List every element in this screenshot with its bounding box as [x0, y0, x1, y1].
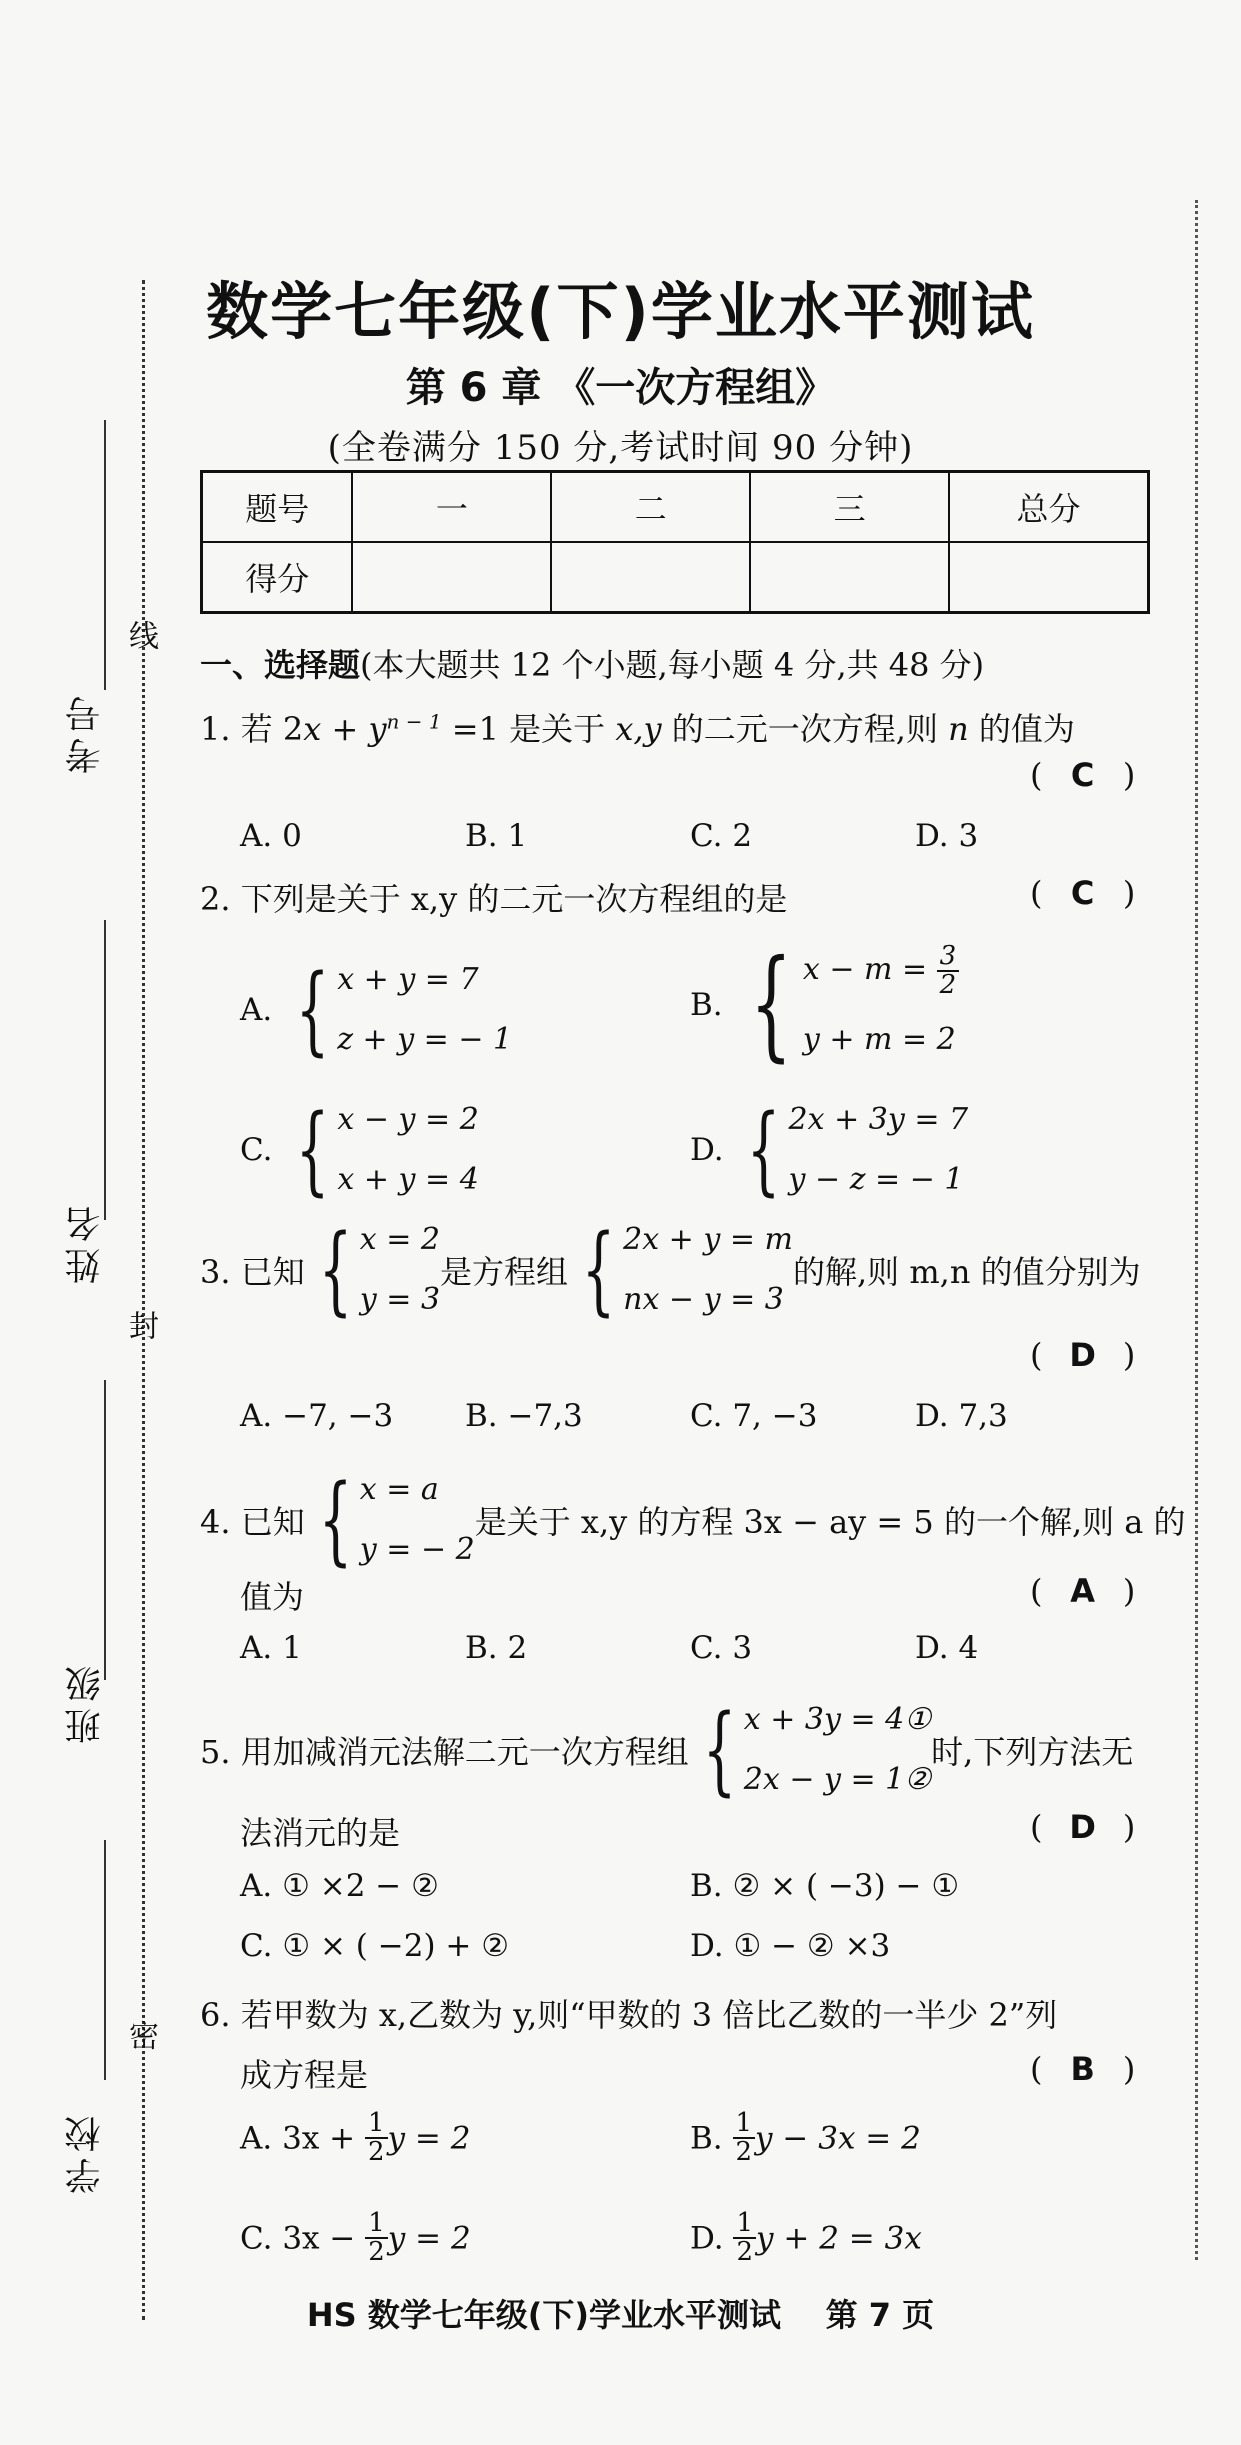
q3-text-3: 的解,则 m,n 的值分别为	[792, 1253, 1141, 1291]
seal-line-char: 线	[123, 620, 158, 650]
section-title: 一、选择题	[200, 646, 361, 684]
q6-c-pre: C. 3x −	[240, 2220, 366, 2257]
q1-text-2: =1 是关于	[441, 710, 616, 748]
section-note: (本大题共 12 个小题,每小题 4 分,共 48 分)	[360, 646, 985, 684]
score-row-label: 得分	[202, 542, 353, 613]
q3-answer: ( D )	[1030, 1336, 1136, 1374]
q6-b-pre: B.	[690, 2120, 733, 2157]
q6-option-c	[240, 2210, 471, 2267]
brace-icon: {	[296, 1094, 330, 1206]
question-1	[200, 704, 1075, 750]
q6-answer: ( B )	[1030, 2050, 1136, 2088]
q2-option-b	[690, 935, 959, 1075]
q1-vars: x,y	[615, 710, 662, 748]
brace-icon: {	[295, 954, 330, 1066]
q1-answer: ( C )	[1030, 756, 1136, 794]
page-footer: HS 数学七年级(下)学业水平测试 第 7 页	[306, 2296, 935, 2334]
q5-text-3: 法消元的是	[240, 1814, 401, 1852]
q6-d-post: y + 2 = 3x	[756, 2220, 922, 2257]
q5-eq1: x + 3y = 4①	[743, 1702, 932, 1737]
chapter-title: 第 6 章 《一次方程组》	[405, 365, 836, 411]
question-4	[200, 1460, 1186, 1580]
q2-c-label: C.	[240, 1132, 273, 1168]
right-dotted-line	[1195, 200, 1198, 2260]
q6-answer-value: B	[1070, 2050, 1095, 2088]
brace-icon: {	[747, 1094, 781, 1206]
brace-icon: {	[318, 1214, 353, 1326]
school-label: 学校	[65, 2110, 106, 2194]
frac-den: 2	[736, 2237, 754, 2268]
brace-icon: {	[702, 1694, 737, 1806]
q2-d-label: D.	[690, 1132, 724, 1168]
frac-den: 2	[735, 2137, 753, 2168]
q2-a-eq1: x + y = 7	[337, 962, 479, 997]
q4-sol2: y = − 2	[359, 1532, 475, 1567]
q5-option-d: D. ① − ② ×3	[690, 1928, 891, 1964]
q2-b-eq2: y + m = 2	[802, 1022, 956, 1057]
frac-num: 1	[365, 2110, 388, 2139]
q3-sol1: x = 2	[359, 1222, 441, 1257]
q1-var-x: x	[303, 710, 322, 748]
q5-text-2: 时,下列方法无	[931, 1733, 1134, 1771]
q2-b-fraction	[937, 940, 960, 1000]
q6-b-post: y − 3x = 2	[755, 2120, 921, 2157]
question-5	[200, 1690, 1133, 1810]
q6-c-fraction	[365, 2210, 388, 2267]
binding-dotted-line	[142, 280, 145, 2320]
section-heading	[200, 640, 984, 686]
seal-seal-char: 封	[123, 1310, 158, 1340]
q6-a-pre: A. 3x +	[240, 2120, 365, 2157]
score-head-part3: 三	[750, 472, 949, 543]
q6-option-d	[690, 2210, 922, 2267]
score-table	[200, 470, 1150, 614]
q4-answer-value: A	[1070, 1572, 1096, 1610]
q6-a-fraction	[365, 2110, 388, 2167]
brace-icon: {	[749, 935, 792, 1074]
q4-text-3: 值为	[240, 1578, 305, 1616]
q1-text-3: 的二元一次方程,则	[661, 710, 949, 748]
q1-answer-value: C	[1070, 756, 1095, 794]
q2-d-eq2: y − z = − 1	[788, 1162, 964, 1197]
question-2: 2. 下列是关于 x,y 的二元一次方程组的是	[200, 880, 788, 918]
q2-b-eq1: x − m =	[802, 952, 937, 987]
q2-c-eq1: x − y = 2	[337, 1102, 479, 1137]
score-head-part2: 二	[551, 472, 750, 543]
school-line	[104, 1840, 106, 2080]
q1-option-c: C. 2	[690, 818, 753, 854]
q3-option-c: C. 7, −3	[690, 1398, 818, 1434]
question-6: 6. 若甲数为 x,乙数为 y,则“甲数的 3 倍比乙数的一半少 2”列	[200, 1996, 1058, 2034]
q5-eq2: 2x − y = 1②	[743, 1762, 932, 1797]
score-cell[interactable]	[352, 542, 551, 613]
q4-option-d: D. 4	[915, 1630, 979, 1666]
q1-text: 1. 若 2	[200, 710, 304, 748]
q4-text-2: 是关于 x,y 的方程 3x − ay = 5 的一个解,则 a 的	[474, 1503, 1186, 1541]
q1-option-b: B. 1	[465, 818, 528, 854]
q6-d-pre: D.	[690, 2220, 734, 2257]
q5-answer-value: D	[1069, 1808, 1096, 1846]
q6-a-post: y = 2	[387, 2120, 471, 2157]
frac-num: 1	[733, 2110, 756, 2139]
brace-icon: {	[581, 1214, 616, 1326]
frac-num: 1	[365, 2210, 388, 2239]
q5-option-c: C. ① × ( −2) + ②	[240, 1928, 510, 1964]
q6-text-2: 成方程是	[240, 2056, 369, 2094]
q2-a-eq2: z + y = − 1	[337, 1022, 513, 1057]
exam-info: (全卷满分 150 分,考试时间 90 分钟)	[327, 428, 914, 468]
q3-text-2: 是方程组	[440, 1253, 569, 1291]
name-line	[104, 920, 106, 1220]
q6-b-fraction	[733, 2110, 756, 2167]
q1-option-d: D. 3	[915, 818, 979, 854]
q5-option-b: B. ② × ( −3) − ①	[690, 1868, 960, 1904]
q2-c-eq2: x + y = 4	[337, 1162, 479, 1197]
class-label: 班级	[65, 1660, 106, 1744]
q1-var-n: n	[948, 710, 969, 748]
q3-option-d: D. 7,3	[915, 1398, 1008, 1434]
q5-text: 5. 用加减消元法解二元一次方程组	[200, 1733, 689, 1771]
q2-option-c	[240, 1090, 479, 1210]
frac-den: 2	[939, 970, 957, 1000]
q3-answer-value: D	[1069, 1336, 1096, 1374]
exam-no-label: 考号	[65, 690, 106, 774]
frac-num: 3	[937, 943, 960, 972]
score-head-total: 总分	[949, 472, 1148, 543]
q4-sol1: x = a	[359, 1472, 439, 1507]
q6-option-a	[240, 2110, 470, 2167]
q3-option-b: B. −7,3	[465, 1398, 583, 1434]
class-line	[104, 1380, 106, 1680]
q4-option-b: B. 2	[465, 1630, 528, 1666]
score-cell[interactable]	[551, 542, 750, 613]
q3-sol2: y = 3	[359, 1282, 441, 1317]
q3-eq2: nx − y = 3	[623, 1282, 784, 1317]
q2-b-label: B.	[690, 987, 723, 1023]
frac-den: 2	[367, 2137, 385, 2168]
frac-num: 1	[733, 2210, 756, 2239]
score-head-item: 题号	[202, 472, 353, 543]
q4-option-a: A. 1	[240, 1630, 302, 1666]
q2-option-d	[690, 1090, 968, 1210]
score-cell[interactable]	[949, 542, 1148, 613]
q2-option-a	[240, 950, 512, 1070]
q3-eq1: 2x + y = m	[623, 1222, 793, 1257]
q2-answer-value: C	[1070, 874, 1095, 912]
q3-option-a: A. −7, −3	[240, 1398, 394, 1434]
q3-text: 3. 已知	[200, 1253, 305, 1291]
page-title: 数学七年级(下)学业水平测试	[206, 275, 1035, 348]
q4-option-c: C. 3	[690, 1630, 753, 1666]
q6-d-fraction	[733, 2210, 756, 2267]
q4-text: 4. 已知	[200, 1503, 305, 1541]
q2-answer: ( C )	[1030, 874, 1136, 912]
seal-secret-char: 密	[123, 2020, 158, 2050]
frac-den: 2	[368, 2237, 385, 2268]
q2-a-label: A.	[240, 992, 273, 1028]
q1-text-4: 的值为	[968, 710, 1075, 748]
q1-plus: +	[321, 710, 369, 748]
q1-option-a: A. 0	[240, 818, 302, 854]
name-label: 姓名	[65, 1200, 106, 1284]
question-3	[200, 1210, 1141, 1330]
q2-d-eq1: 2x + 3y = 7	[788, 1102, 969, 1137]
q4-answer: ( A )	[1030, 1572, 1136, 1610]
q6-c-post: y = 2	[387, 2220, 471, 2257]
brace-icon: {	[318, 1464, 353, 1576]
q1-exponent: n − 1	[386, 709, 442, 734]
q1-var-y: y	[368, 710, 387, 748]
q6-option-b	[690, 2110, 921, 2167]
q5-answer: ( D )	[1030, 1808, 1136, 1846]
q5-option-a: A. ① ×2 − ②	[240, 1868, 439, 1904]
score-cell[interactable]	[750, 542, 949, 613]
score-head-part1: 一	[352, 472, 551, 543]
